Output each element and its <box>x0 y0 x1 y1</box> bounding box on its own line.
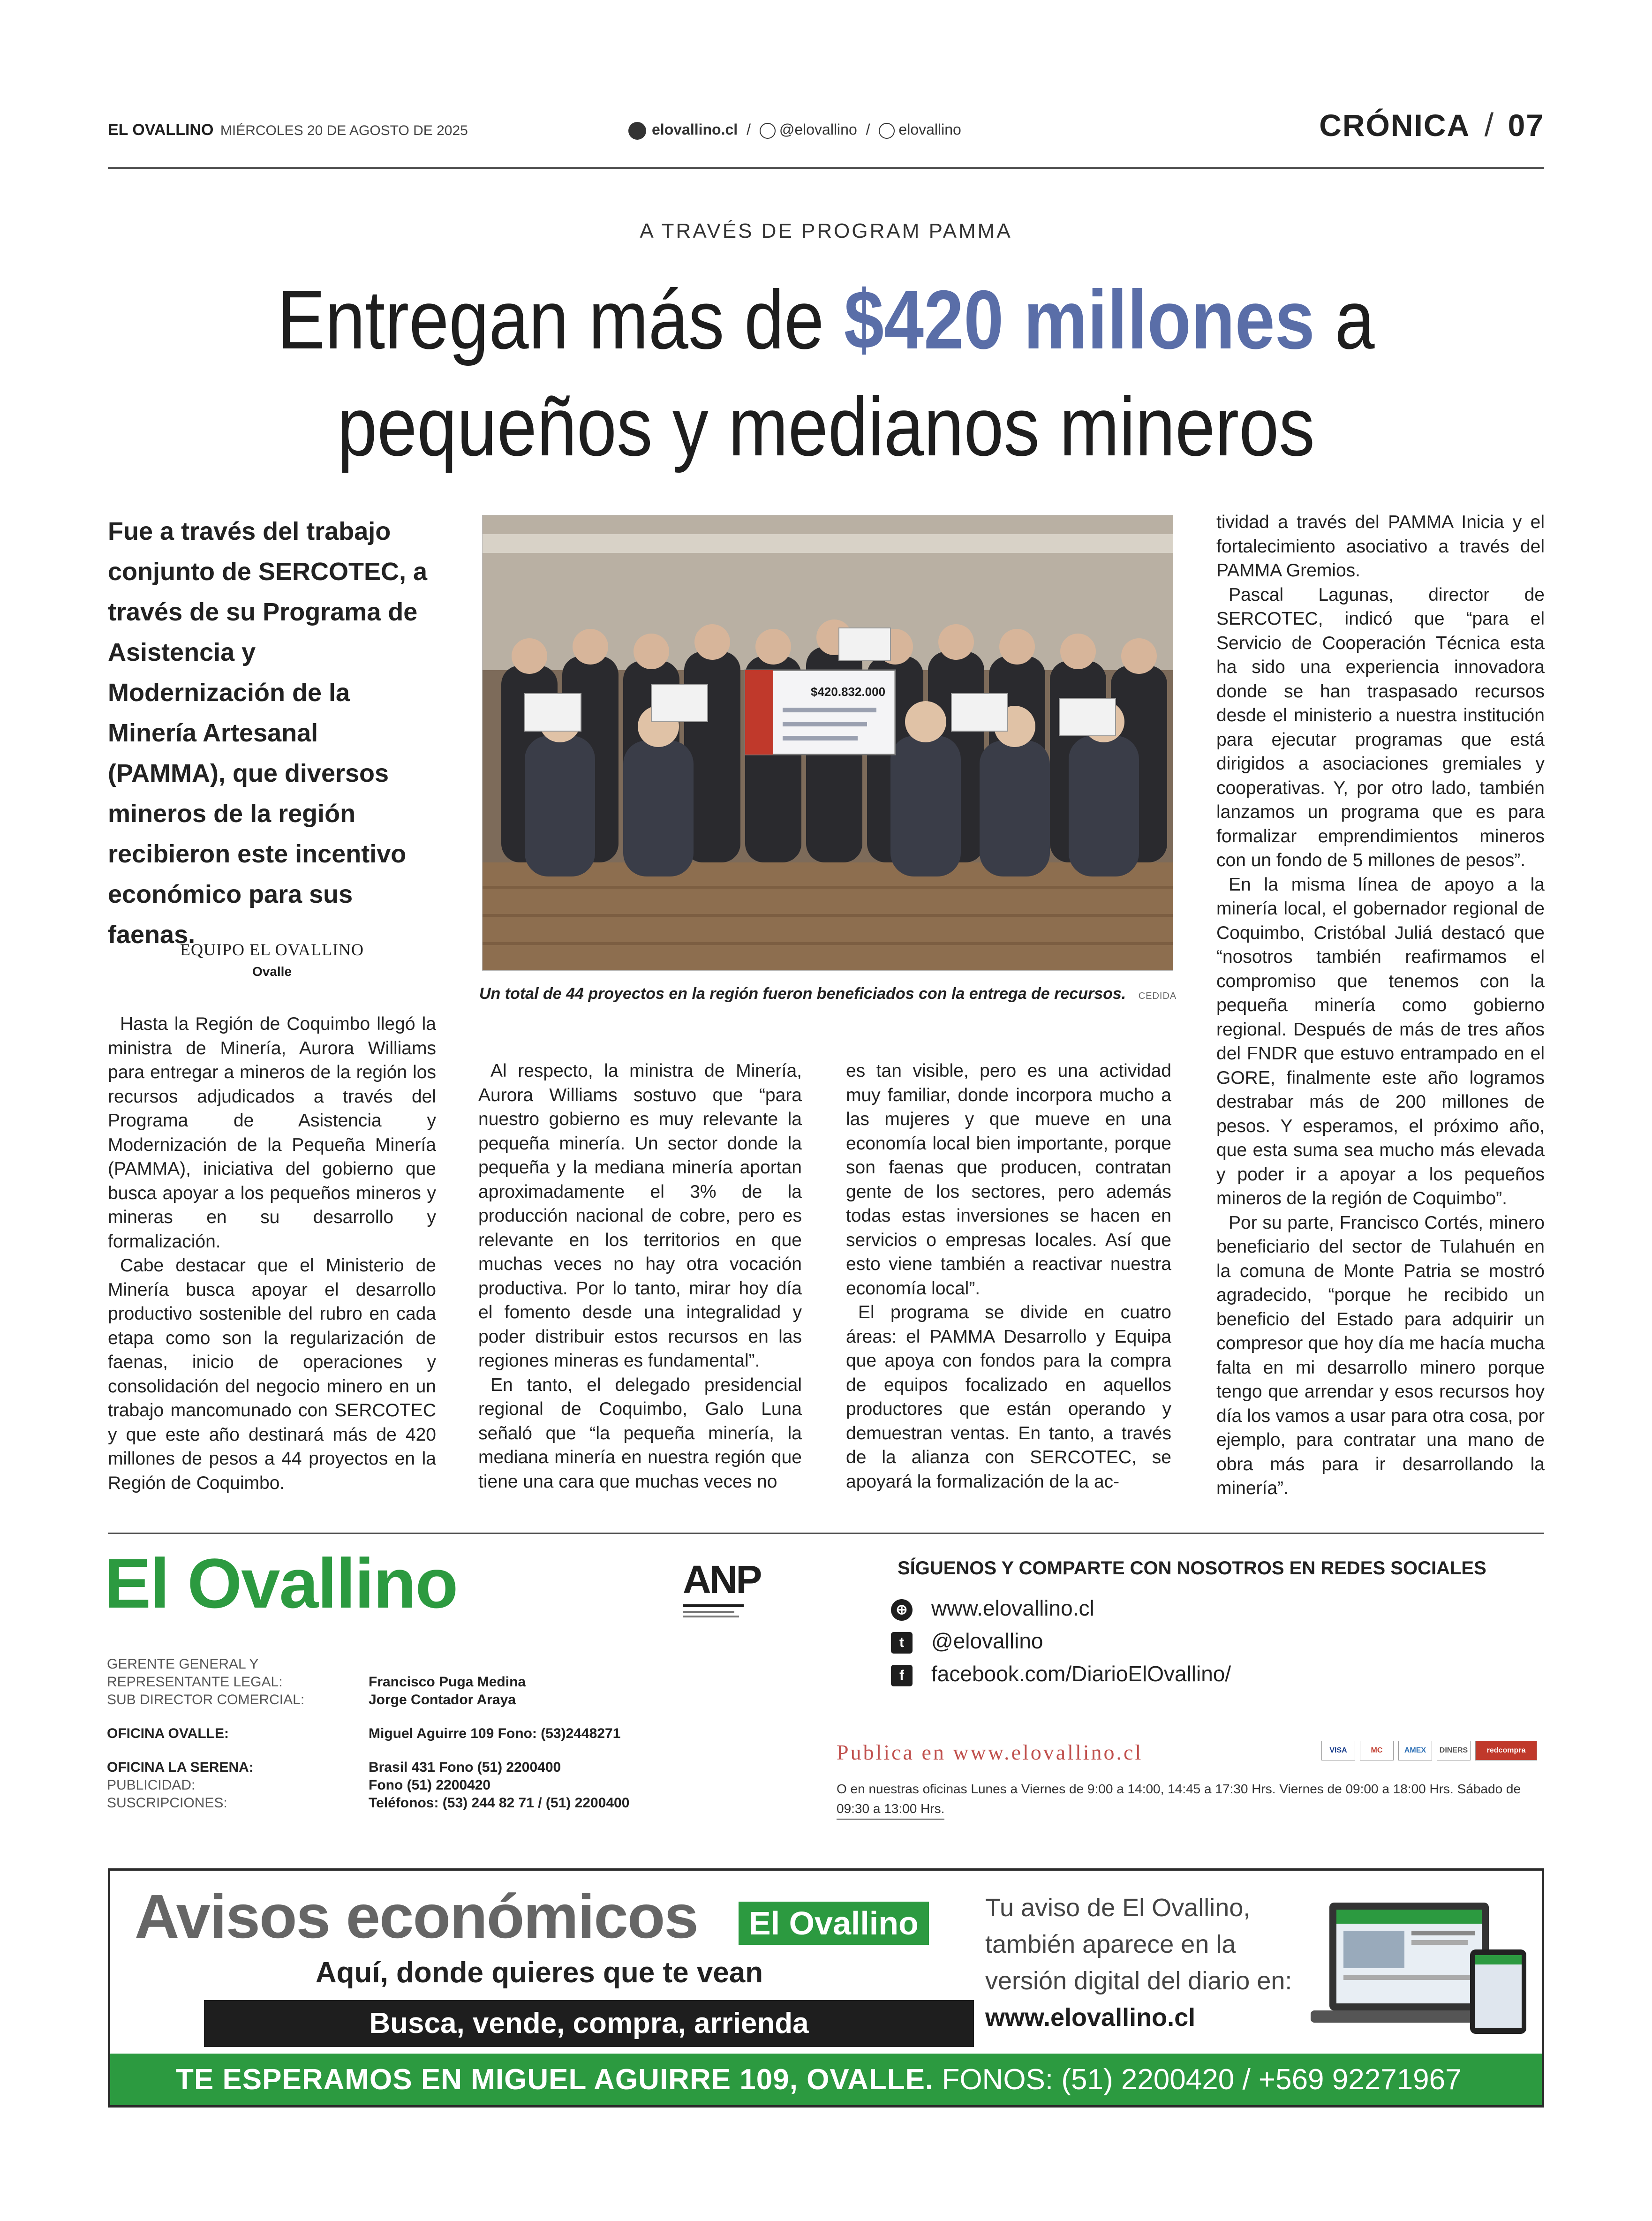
staff-box: GERENTE GENERAL Y REPRESENTANTE LEGAL: SUB DIRECTOR COMERCIAL: OFICINA OVALLE: OFICINA LA SERENA: PUBLICIDAD: SUSCRIPCIONES: <box>107 1656 305 1811</box>
ad-url[interactable]: www.elovallino.cl <box>985 2003 1196 2032</box>
social-item-twitter[interactable]: t @elovallino <box>891 1628 1231 1654</box>
byline-location: Ovalle <box>252 964 292 979</box>
ad-contact-bar: TE ESPERAMOS EN MIGUEL AGUIRRE 109, OVALLE. FONOS: (51) 2200420 / +569 92271967 <box>110 2054 1542 2105</box>
social-list <box>891 1595 1231 1686</box>
lead-paragraph: Fue a través del trabajo conjunto de SERCOTEC, a través de su Programa de Asistencia y Modernización de la Minería Artesanal (PAMMA), que diversos mineros de la región recibieron este incentivo económico para sus faenas. <box>108 517 428 949</box>
photo-credit: CEDIDA <box>1138 991 1177 1001</box>
paragraph: es tan visible, pero es una actividad muy familiar, donde incorpora mucho a las mujeres y que mueve en una economía local bien importante, porque son faenas que producen, contratan gente de los sectores, pero además todas estas inversiones se hacen en servicios o empresas locales. Así que esto viene también a reactivar nuestra economía local”. <box>846 1061 1171 1299</box>
visa-icon: VISA <box>1321 1741 1355 1760</box>
article-column-3 <box>846 1059 1171 1494</box>
headline <box>208 266 1443 480</box>
paragraph: Cabe destacar que el Ministerio de Minería busca apoyar el desarrollo productivo sostenible del rubro en cada etapa como son la regularización de faenas, inicio de operaciones y consolidación del negocio minero en un trabajo mancomunado con SERCOTEC y que este año destinará más de 420 millones de pesos a 44 proyectos en la Región de Coquimbo. <box>108 1255 436 1493</box>
social-item-web[interactable]: ⊕ www.elovallino.cl <box>891 1595 1231 1621</box>
page-number: 07 <box>1508 108 1544 143</box>
ad-subtitle: Aquí, donde quieres que te vean <box>315 1957 763 1989</box>
kicker: A TRAVÉS DE PROGRAM PAMMA <box>640 219 1012 242</box>
section-label <box>1319 106 1544 144</box>
paper-name: EL OVALLINO <box>108 121 214 139</box>
twitter-link[interactable]: @elovallino <box>779 121 857 138</box>
twitter-icon <box>760 123 776 139</box>
website-link[interactable]: elovallino.cl <box>652 121 738 138</box>
anp-logo: ANP <box>683 1557 772 1627</box>
paragraph: Por su parte, Francisco Cortés, minero beneficiario del sector de Tulahuén en la comuna de Monte Patria se mostró agradecido, “porque he recibido un beneficio del Estado para adquirir un compresor que hoy día me hacía mucha falta en mi desarrollo minero porque tengo que arrendar y esos recursos hoy día los vamos a usar para otra cosa, por ejemplo, para contratar una mano de obra más para ir desarrollando la minería”. <box>1216 1212 1545 1498</box>
photo-caption-row <box>479 985 1183 1003</box>
devices-illustration <box>1311 1893 1531 2048</box>
facebook-link[interactable]: elovallino <box>898 121 961 138</box>
redcompra-icon: redcompra <box>1475 1741 1537 1760</box>
staff-values: Francisco Puga Medina Jorge Contador Araya Miguel Aguirre 109 Fono: (53)2448271 Brasil 431 Fono (51) 2200400 Fono (51) 2200420 Teléfonos: (53) 244 82 71 / (51) 2200400 <box>369 1674 630 1811</box>
paragraph: El programa se divide en cuatro áreas: el PAMMA Desarrollo y Equipa que apoya con fondos para la compra de equipos focalizado en aquellos productores que están operando y demuestran ventas. En tanto, a través de la alianza con SERCOTEC, se apoyará la formalización de la ac- <box>846 1302 1171 1492</box>
facebook-icon: f <box>891 1665 913 1686</box>
publica-online[interactable]: Publica en www.elovallino.cl <box>837 1740 1143 1764</box>
paragraph: Pascal Lagunas, director de SERCOTEC, indicó que “para el Servicio de Cooperación Técnica esta ha sido una experiencia innovadora donde se han traspasado recursos desde el ministerio a nuestra institución para ejecutar programas que está dirigidos a asociaciones gremiales y cooperativas. Y, por otro lado, también lanzamos un programa que es para formalizar emprendimientos mineros con un fondo de 5 millones de pesos”. <box>1216 584 1545 870</box>
facebook-icon <box>879 123 895 139</box>
twitter-icon: t <box>891 1632 913 1654</box>
section-separator: / <box>1484 106 1494 143</box>
web-icon: ⊕ <box>891 1599 913 1621</box>
amex-icon: AMEX <box>1398 1741 1432 1760</box>
paragraph: En tanto, el delegado presidencial regional de Coquimbo, Galo Luna señaló que “la pequeña minería, la mediana minería en nuestra región que tiene una cara que muchas veces no <box>478 1375 802 1492</box>
payment-cards <box>1321 1741 1542 1760</box>
header-left <box>108 121 468 139</box>
follow-title: SÍGUENOS Y COMPARTE CON NOSOTROS EN REDES SOCIALES <box>898 1558 1486 1579</box>
headline-line-1: Entregan más de $420 millones a <box>277 273 1375 366</box>
article-column-4 <box>1216 510 1545 1501</box>
ad-title: Avisos económicos <box>135 1882 698 1951</box>
paragraph: tividad a través del PAMMA Inicia y el fortalecimiento asociativo a través del PAMMA Gremios. <box>1216 512 1545 581</box>
header-rule <box>108 167 1544 169</box>
headline-line-2: pequeños y medianos mineros <box>337 380 1315 473</box>
check-amount: $420.832.000 <box>811 685 886 699</box>
ad-digital-text: Tu aviso de El Ovallino, también aparece en la versión digital del diario en: www.elovallino.cl <box>985 1894 1292 2032</box>
article-photo <box>482 515 1173 971</box>
classifieds-ad[interactable] <box>108 1868 1544 2108</box>
paragraph: En la misma línea de apoyo a la minería local, el gobernador regional de Coquimbo, Cristóbal Juliá destacó que “nosotros también reafirmamos el compromiso que tenemos con la pequeña minería como gobierno regional. Después de más de tres años del FNDR que estuvo entrampado en el GORE, finalmente este año logramos destrabar más de 200 millones de pesos. Y esperamos, el próximo año, que esta suma sea mucho más elevada y poder ir a apoyar a los pequeños mineros de la región de Coquimbo”. <box>1216 874 1545 1209</box>
web-icon <box>628 122 646 140</box>
ad-brand-badge: El Ovallino <box>739 1902 929 1945</box>
photo-illustration <box>483 515 1173 970</box>
mastercard-icon: MC <box>1360 1741 1394 1760</box>
photo-caption: Un total de 44 proyectos en la región fueron beneficiados con la entrega de recursos. <box>479 985 1126 1003</box>
ad-action-bar: Busca, vende, compra, arrienda <box>204 2000 974 2047</box>
office-hours: O en nuestras oficinas Lunes a Viernes de 9:00 a 14:00, 14:45 a 17:30 Hrs. Viernes de 09:00 a 18:00 Hrs. Sábado de 09:30 a 13:00 Hrs. <box>837 1779 1545 1820</box>
headline-amount: $420 millones <box>844 273 1315 366</box>
paragraph: Al respecto, la ministra de Minería, Aurora Williams sostuvo que “para nuestro gobierno es muy relevante la pequeña minería. Un sector donde la pequeña y la mediana minería aportan aproximadamente el 3% de la producción nacional de cobre, pero es relevante en los territorios en que muchas veces no hay otra vocación productiva. Por lo tanto, mirar hoy día el fomento desde una integralidad y poder distribuir estos recursos en las regiones mineras es fundamental”. <box>478 1061 802 1371</box>
section-name: CRÓNICA <box>1319 108 1471 143</box>
brand-logo: El Ovallino <box>104 1544 458 1623</box>
masthead-rule <box>108 1533 1544 1534</box>
article-column-2 <box>478 1059 802 1494</box>
paragraph: Hasta la Región de Coquimbo llegó la ministra de Minería, Aurora Williams para entregar a mineros de la región los recursos adjudicados a través del Programa de Asistencia y Modernización de la Pequeña Minería (PAMMA), iniciativa del gobierno que busca apoyar a los pequeños mineros y mineras en su desarrollo y formalización. <box>108 1014 436 1252</box>
social-item-facebook[interactable]: f facebook.com/DiarioElOvallino/ <box>891 1661 1231 1686</box>
article-column-1 <box>108 1012 436 1495</box>
header-web-links: elovallino.cl / @elovallino / elovallino <box>628 121 961 140</box>
byline: EQUIPO EL OVALLINO <box>180 940 364 959</box>
issue-date: MIÉRCOLES 20 DE AGOSTO DE 2025 <box>220 123 468 138</box>
diners-icon: DINERS <box>1437 1741 1471 1760</box>
